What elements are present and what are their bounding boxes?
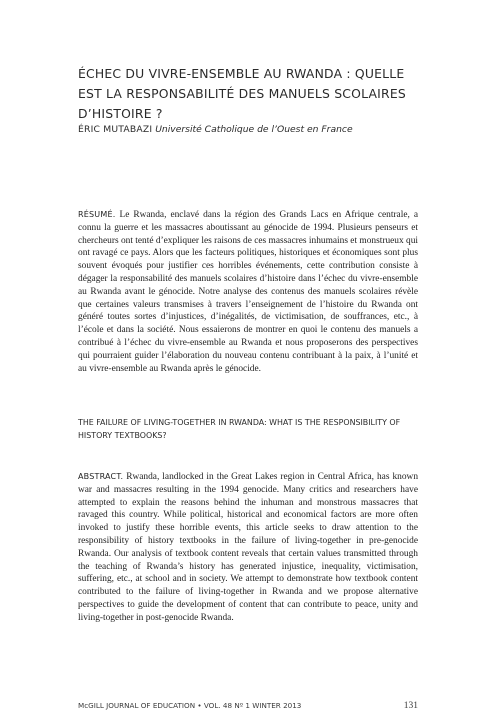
page-footer bbox=[78, 701, 418, 711]
abstract-text: Rwanda, landlocked in the Great Lakes region in Central Africa, has known war and massacres resulting in the 1994 genocide. Many critics and researchers have attempted to explain the reasons behind the inhuman and monstrous massacres that ravaged this country. While political, historical and economical factors are more often invoked to justify these horrible events, this article seeks to draw attention to the responsibility of history textbooks in the failure of living-together in pre-genocide Rwanda. Our analysis of textbook content reveals that certain values transmitted through the teaching of Rwanda’s history has generated injustice, inequality, victimisation, suffering, etc., at school and in society. We attempt to demonstrate how textbook content contributed to the failure of living-together in Rwanda and we propose alternative perspectives to guide the development of content that can contribute to peace, unity and living-together in post-genocide Rwanda. bbox=[78, 472, 419, 623]
page-number: 131 bbox=[403, 701, 418, 711]
author-affiliation: Université Catholique de l’Ouest en France bbox=[155, 124, 353, 135]
abstract-label: ABSTRACT. bbox=[78, 472, 124, 481]
author-line bbox=[78, 124, 418, 136]
resume-label: RÉSUMÉ. bbox=[78, 210, 116, 219]
author-name: ÉRIC MUTABAZI bbox=[78, 124, 153, 135]
article-title: ÉCHEC DU VIVRE-ENSEMBLE AU RWANDA : QUELLE EST LA RESPONSABILITÉ DES MANUELS SCOLAIRES D’HISTOIRE ? bbox=[78, 66, 406, 121]
english-title: THE FAILURE OF LIVING-TOGETHER IN RWANDA: WHAT IS THE RESPONSIBILITY OF HISTORY TEXTBOOKS? bbox=[78, 418, 401, 440]
french-abstract bbox=[78, 209, 418, 375]
resume-text: Le Rwanda, enclavé dans la région des Grands Lacs en Afrique centrale, a connu la guerre et les massacres aboutissant au génocide de 1994. Plusieurs penseurs et chercheurs ont tenté d’expliquer les raisons de ces massacres inhumains et monstrueux qui ont ravagé ce pays. Alors que les facteurs politiques, historiques et économiques sont plus souvent évoqués pour justifier ces horribles événements, cette contribution consiste à dégager la responsabilité des manuels scolaires d’histoire dans l’échec du vivre-ensemble au Rwanda avant le génocide. Notre analyse des contenus des manuels scolaires révèle que certaines valeurs transmises à travers l’enseignement de l’histoire du Rwanda ont généré toutes sortes d’injustices, d’inégalités, de victimisation, de souffrances, etc., à l’école et dans la société. Nous essaierons de montrer en quoi le contenu des manuels a contribué à l’échec du vivre-ensemble au Rwanda et nous proposerons des perspectives qui pourraient guider l’élaboration du nouveau contenu contribuant à la paix, à l’unité et au vivre-ensemble au Rwanda après le génocide. bbox=[78, 210, 419, 374]
journal-citation: McGILL JOURNAL OF EDUCATION • VOL. 48 Nº 1 WINTER 2013 bbox=[78, 701, 302, 710]
english-abstract bbox=[78, 471, 418, 625]
